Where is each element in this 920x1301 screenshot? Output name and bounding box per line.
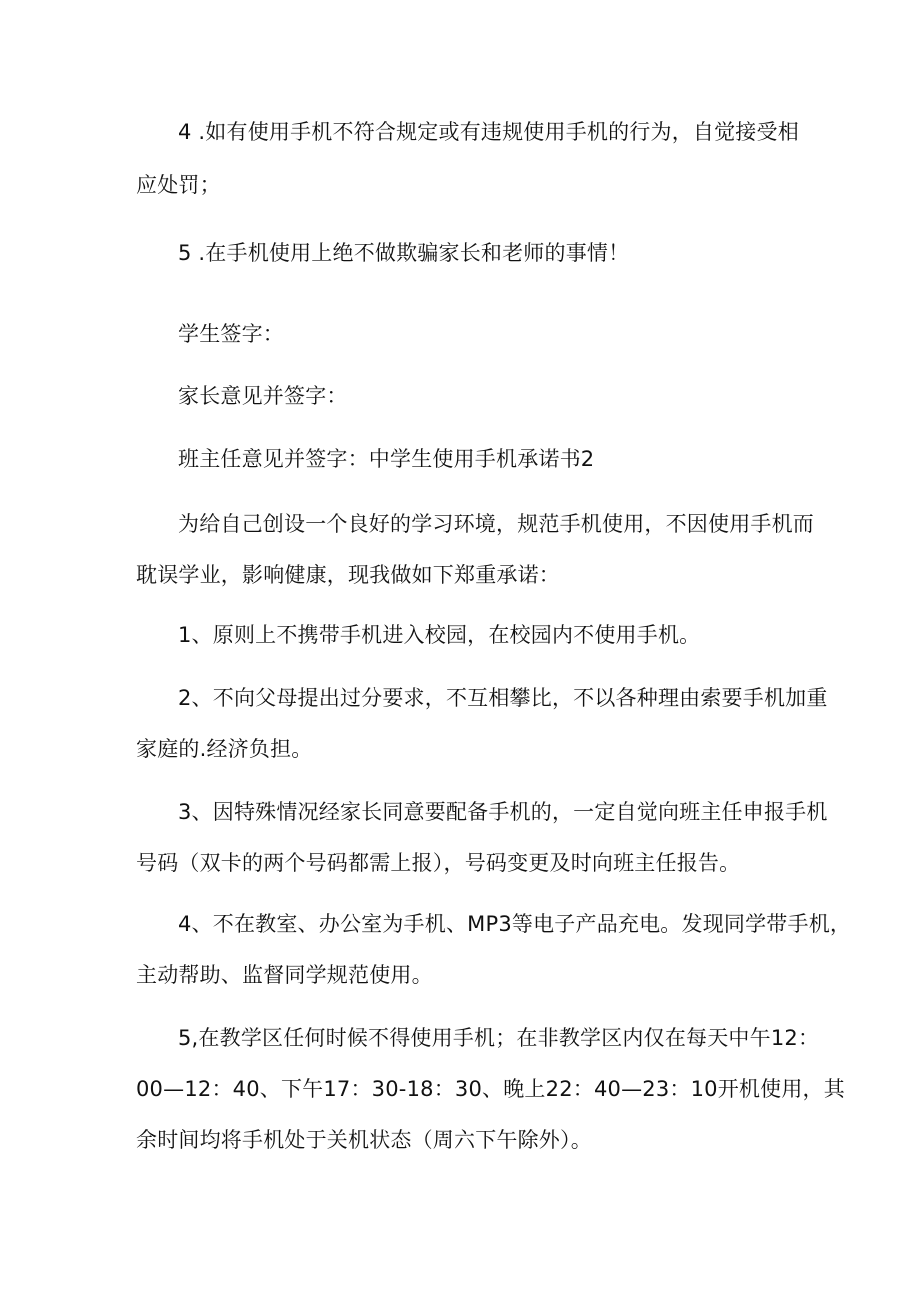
promise-2-line-1: 2、不向父母提出过分要求，不互相攀比，不以各种理由索要手机加重 xyxy=(178,686,828,710)
promise-4-line-1: 4、不在教室、办公室为手机、MP3等电子产品充电。发现同学带手机， xyxy=(178,912,852,936)
promise-1-line-1: 1、原则上不携带手机进入校园，在校园内不使用手机。 xyxy=(178,623,701,647)
promise-5-line-3: 余时间均将手机处于关机状态（周六下午除外）。 xyxy=(136,1128,592,1152)
rule-5-line-1: 5 .在手机使用上绝不做欺骗家长和老师的事情！ xyxy=(178,241,630,265)
intro-line-1: 为给自己创设一个良好的学习环境，规范手机使用，不因使用手机而 xyxy=(178,512,814,536)
promise-5-line-2: 00—12：40、下午17：30-18：30、晚上22：40—23：10开机使用，其 xyxy=(136,1077,845,1101)
rule-4-line-1: 4 .如有使用手机不符合规定或有违规使用手机的行为，自觉接受相 xyxy=(178,120,799,144)
parent-signature-label: 家长意见并签字： xyxy=(178,384,348,408)
promise-3-line-2: 号码（双卡的两个号码都需上报），号码变更及时向班主任报告。 xyxy=(136,851,741,875)
promise-4-line-2: 主动帮助、监督同学规范使用。 xyxy=(136,963,433,987)
intro-line-2: 耽误学业，影响健康，现我做如下郑重承诺： xyxy=(136,563,560,587)
promise-2-line-2: 家庭的.经济负担。 xyxy=(136,737,313,761)
student-signature-label: 学生签字： xyxy=(178,322,284,346)
promise-5-line-1: 5,在教学区任何时候不得使用手机；在非教学区内仅在每天中午12： xyxy=(178,1026,820,1050)
teacher-signature-and-title: 班主任意见并签字：中学生使用手机承诺书2 xyxy=(178,447,595,471)
promise-3-line-1: 3、因特殊情况经家长同意要配备手机的，一定自觉向班主任申报手机 xyxy=(178,800,828,824)
rule-4-line-2: 应处罚； xyxy=(136,173,221,197)
